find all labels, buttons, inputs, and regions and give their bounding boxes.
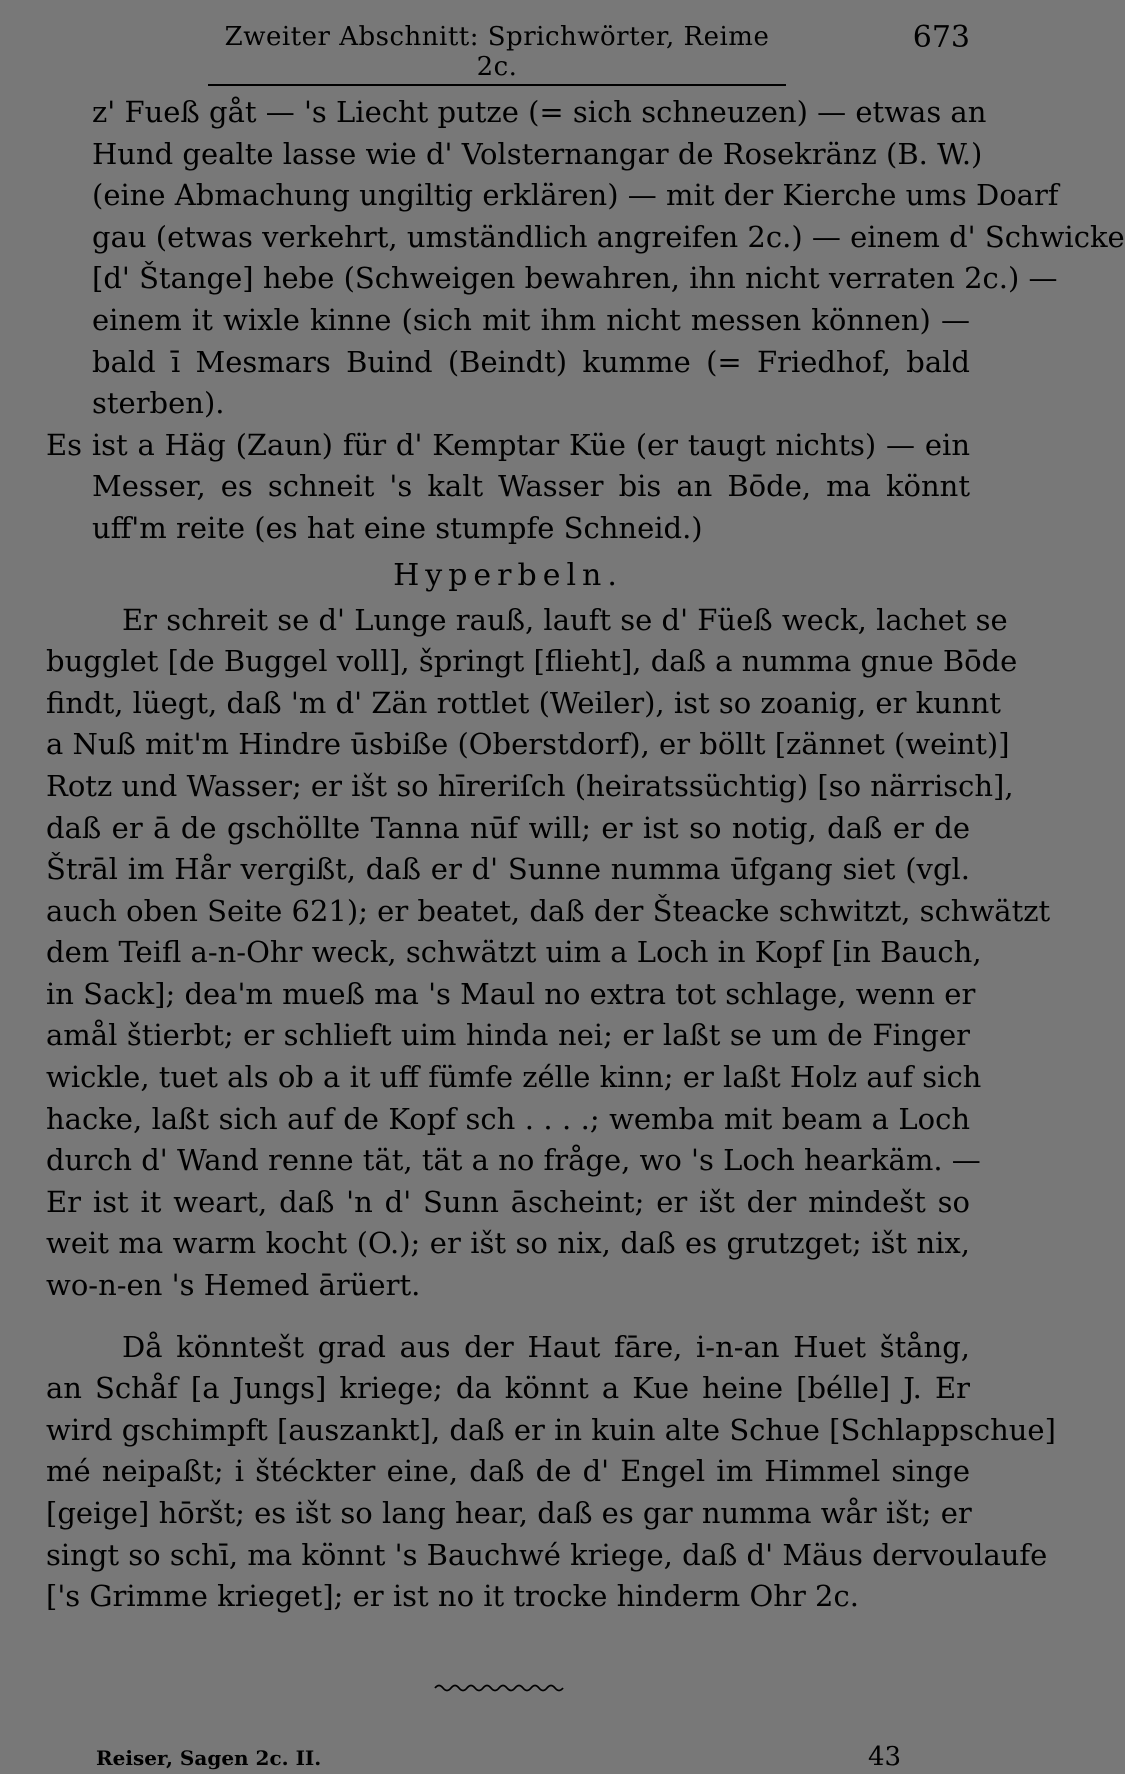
text-line: a Nuß mit'm Hindre ūsbiße (Oberstdorf), er böllt [zännet (weint)] bbox=[46, 727, 1010, 762]
running-head: Zweiter Abschnitt: Sprichwörter, Reime 2c. bbox=[208, 22, 786, 86]
text-line: Es ist a Häg (Zaun) für d' Kemptar Küe (er taugt nichts) — ein bbox=[46, 427, 970, 462]
paragraph-closing bbox=[46, 1327, 1056, 1618]
text-line: wo-n-en 's Hemed ārüert. bbox=[46, 1268, 421, 1303]
page-body bbox=[46, 92, 1125, 1618]
text-line: in Sack]; dea'm mueß ma 's Maul no extra tot schlage, wenn er bbox=[46, 976, 976, 1011]
text-line: amål štierbt; er schlieft uim hinda nei; er laßt se um de Finger bbox=[46, 1018, 970, 1053]
text-line: wird gschimpft [auszankt], daß er in kuin alte Schue [Schlappschue] bbox=[46, 1412, 1056, 1447]
text-line: Štrāl im Hår vergißt, daß er d' Sunne numma ūfgang siet (vgl. bbox=[46, 852, 970, 887]
text-line: bald ī Mesmars Buind (Beindt) kumme (= Friedhof, bald bbox=[92, 344, 970, 379]
text-line: Er schreit se d' Lunge rauß, lauft se d' Füeß weck, lachet se bbox=[122, 602, 1008, 637]
page-header bbox=[0, 18, 1000, 82]
text-line: [geige] hōršt; es išt so lang hear, daß es gar numma wår išt; er bbox=[46, 1496, 972, 1530]
page-number: 673 bbox=[912, 20, 970, 55]
text-line: auch oben Seite 621); er beatet, daß der Šteacke schwitzt, schwätzt bbox=[46, 893, 1051, 928]
text-line: singt so schī, ma könnt 's Bauchwé kriege, daß d' Mäus dervoulaufe bbox=[46, 1537, 1048, 1572]
text-line: uff'm reite (es hat eine stumpfe Schneid.) bbox=[92, 510, 703, 545]
text-line: einem it wixle kinne (sich mit ihm nicht messen können) — bbox=[92, 302, 970, 337]
paragraph-gap bbox=[46, 1307, 970, 1327]
text-line: an Schåf [a Jungs] kriege; da könnt a Kue heine [bélle] J. Er bbox=[46, 1371, 970, 1406]
text-line: hacke, laßt sich auf de Kopf sch . . . .; wemba mit beam a Loch bbox=[46, 1101, 970, 1136]
text-line: Rotz und Wasser; er išt so hīreriſch (heiratssüchtig) [so närrisch], bbox=[46, 768, 1014, 803]
text-line: wickle, tuet als ob a it uff fümfe zélle kinn; er laßt Holz auf sich bbox=[46, 1060, 982, 1095]
text-line: Er ist it weart, daß 'n d' Sunn āscheint; er išt der mindešt so bbox=[46, 1184, 970, 1219]
text-line: bugglet [de Buggel voll], špringt [flieht], daß a numma gnue Bōde bbox=[46, 644, 1018, 679]
text-line: z' Fueß gåt — 's Liecht putze (= sich schneuzen) — etwas an bbox=[92, 95, 987, 129]
text-line: durch d' Wand renne tät, tät a no fråge, wo 's Loch hearkäm. — bbox=[46, 1143, 981, 1178]
text-line: Messer, es schneit 's kalt Wasser bis an Bōde, ma könnt bbox=[92, 469, 970, 504]
text-line: Hund gealte lasse wie d' Volsternangar de Rosekränz (B. W.) bbox=[92, 136, 983, 171]
text-line: ['s Grimme krieget]; er ist no it trocke hinderm Ohr 2c. bbox=[46, 1579, 859, 1614]
footer-signature: Reiser, Sagen 2c. II. bbox=[96, 1746, 322, 1770]
section-heading: Hyperbeln. bbox=[393, 557, 623, 593]
text-line: Då könntešt grad aus der Haut fāre, i-n-an Huet štång, bbox=[122, 1329, 970, 1364]
text-line: sterben). bbox=[92, 386, 225, 421]
text-line: weit ma warm kocht (O.); er išt so nix, daß es grutzget; išt nix, bbox=[46, 1226, 970, 1261]
text-line: (eine Abmachung ungiltig erklären) — mit der Kierche ums Doarf bbox=[92, 178, 1059, 213]
text-line: mé neipaßt; i štéckter eine, daß de d' Engel im Himmel singe bbox=[46, 1454, 970, 1489]
text-line: gau (etwas verkehrt, umständlich angreifen 2c.) — einem d' Schwicke bbox=[92, 219, 1125, 254]
text-line: daß er ā de gschöllte Tanna nūf will; er ist so notig, daß er de bbox=[46, 810, 970, 845]
wavy-ornament-icon bbox=[435, 1683, 565, 1693]
paragraph-hyperbeln bbox=[46, 600, 1051, 1307]
text-line: findt, lüegt, daß 'm d' Zän rottlet (Weiler), ist so zoanig, er kunnt bbox=[46, 685, 1001, 720]
footer-sheet-number: 43 bbox=[868, 1742, 902, 1772]
text-line: dem Teifl a-n-Ohr weck, schwätzt uim a Loch in Kopf [in Bauch, bbox=[46, 935, 982, 970]
text-line: [d' Štange] hebe (Schweigen bewahren, ihn nicht verraten 2c.) — bbox=[92, 261, 1058, 296]
paragraph-hang bbox=[46, 425, 970, 550]
paragraph-idioms bbox=[46, 92, 1125, 425]
